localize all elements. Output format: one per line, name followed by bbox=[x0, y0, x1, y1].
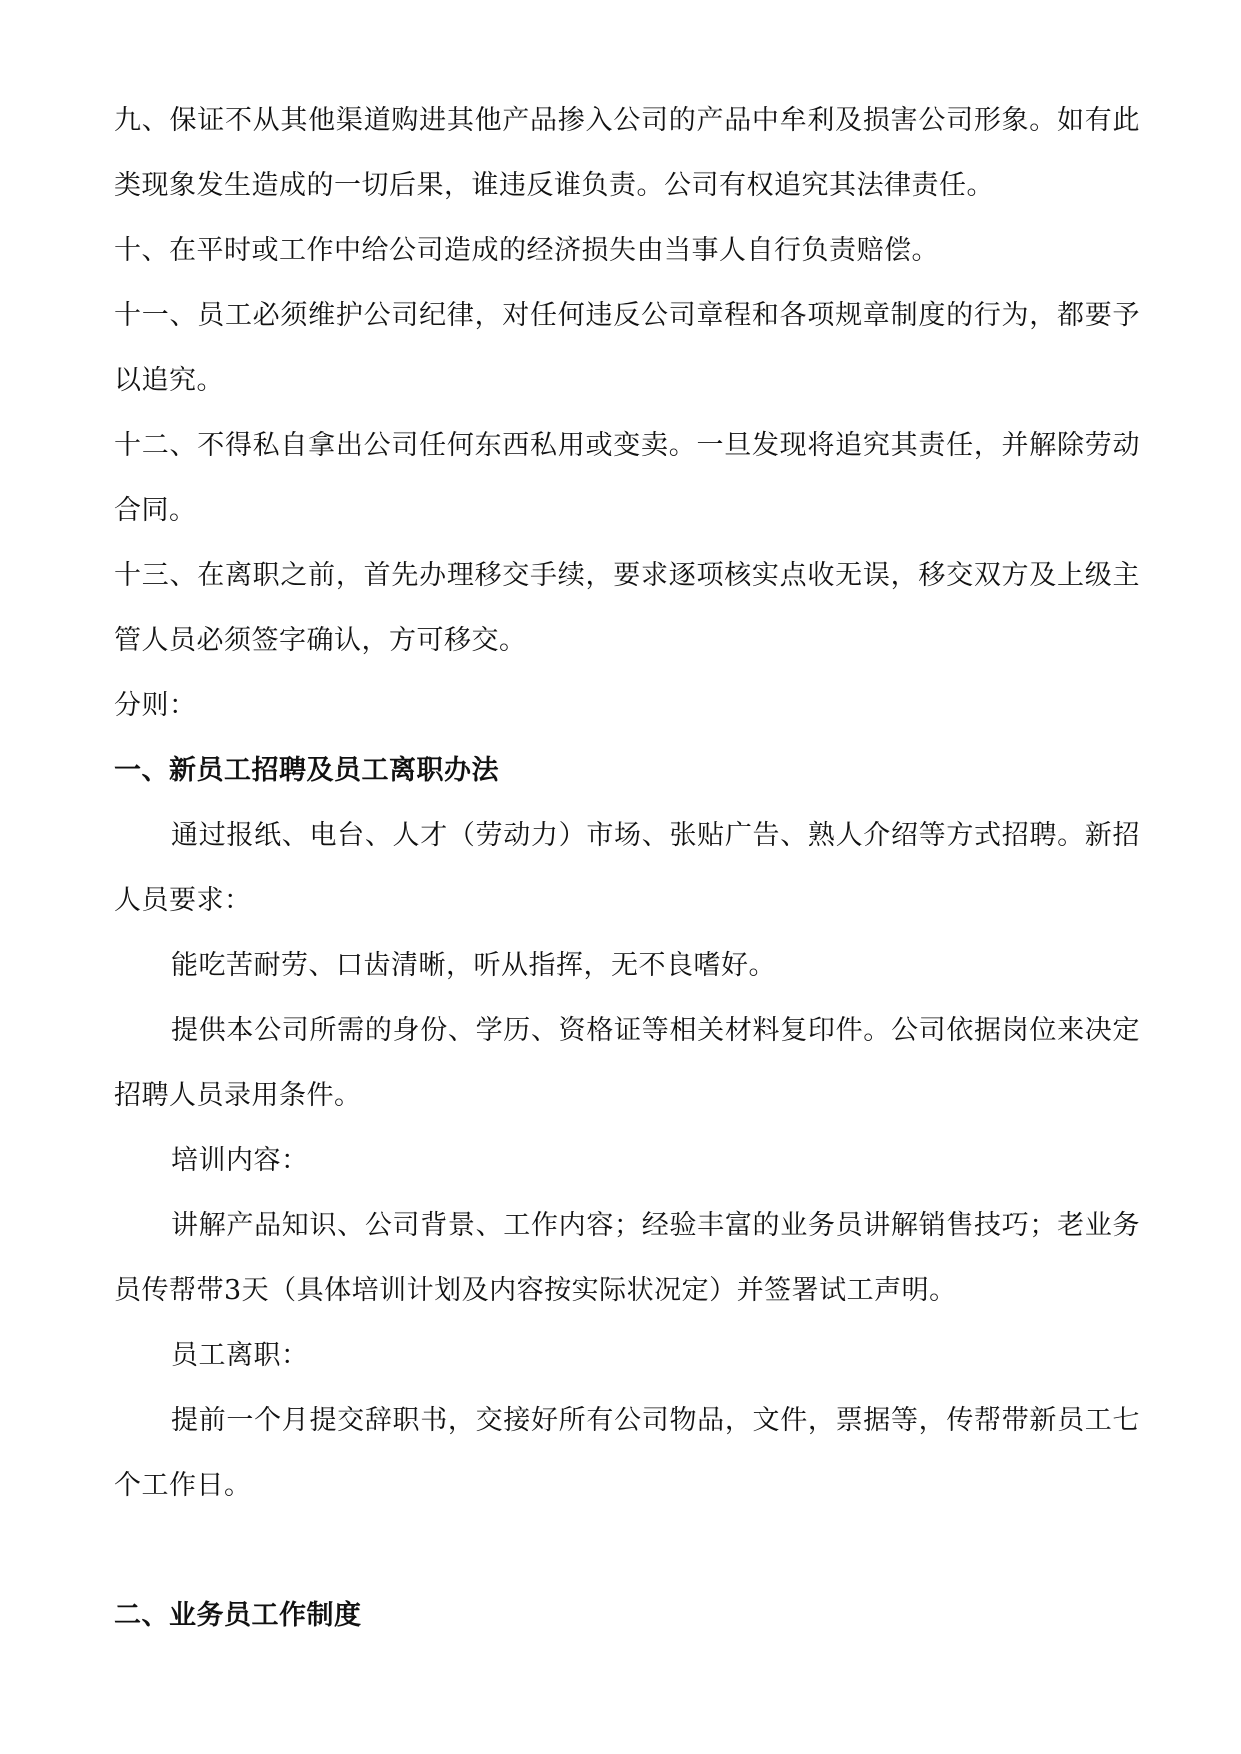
section-1-paragraph: 培训内容： bbox=[171, 1145, 309, 1176]
clause-9: 九、保证不从其他渠道购进其他产品掺入公司的产品中牟利及损害公司形象。如有此类现象发生造成的一切后果，谁违反谁负责。公司有权追究其法律责任。 bbox=[114, 105, 1140, 201]
section-1-paragraph: 能吃苦耐劳、口齿清晰，听从指挥，无不良嗜好。 bbox=[171, 950, 776, 981]
clause-10: 十、在平时或工作中给公司造成的经济损失由当事人自行负责赔偿。 bbox=[114, 235, 939, 266]
section-1-heading: 一、新员工招聘及员工离职办法 bbox=[114, 755, 499, 786]
document-page bbox=[114, 88, 1140, 1648]
section-2-heading: 二、业务员工作制度 bbox=[114, 1600, 362, 1631]
section-1-paragraph: 提前一个月提交辞职书，交接好所有公司物品，文件，票据等，传帮带新员工七个工作日。 bbox=[114, 1405, 1140, 1501]
section-1-paragraph: 员工离职： bbox=[171, 1340, 309, 1371]
section-label: 分则： bbox=[114, 690, 197, 721]
section-1-paragraph: 讲解产品知识、公司背景、工作内容；经验丰富的业务员讲解销售技巧；老业务员传帮带3天（具体培训计划及内容按实际状况定）并签署试工声明。 bbox=[114, 1210, 1140, 1306]
section-1-paragraph: 通过报纸、电台、人才（劳动力）市场、张贴广告、熟人介绍等方式招聘。新招人员要求： bbox=[114, 820, 1140, 916]
section-1-paragraph: 提供本公司所需的身份、学历、资格证等相关材料复印件。公司依据岗位来决定招聘人员录用条件。 bbox=[114, 1015, 1140, 1111]
clause-13: 十三、在离职之前，首先办理移交手续，要求逐项核实点收无误，移交双方及上级主管人员必须签字确认，方可移交。 bbox=[114, 560, 1140, 656]
clause-11: 十一、员工必须维护公司纪律，对任何违反公司章程和各项规章制度的行为，都要予以追究。 bbox=[114, 300, 1140, 396]
spacer bbox=[114, 1518, 1140, 1583]
clause-12: 十二、不得私自拿出公司任何东西私用或变卖。一旦发现将追究其责任，并解除劳动合同。 bbox=[114, 430, 1140, 526]
